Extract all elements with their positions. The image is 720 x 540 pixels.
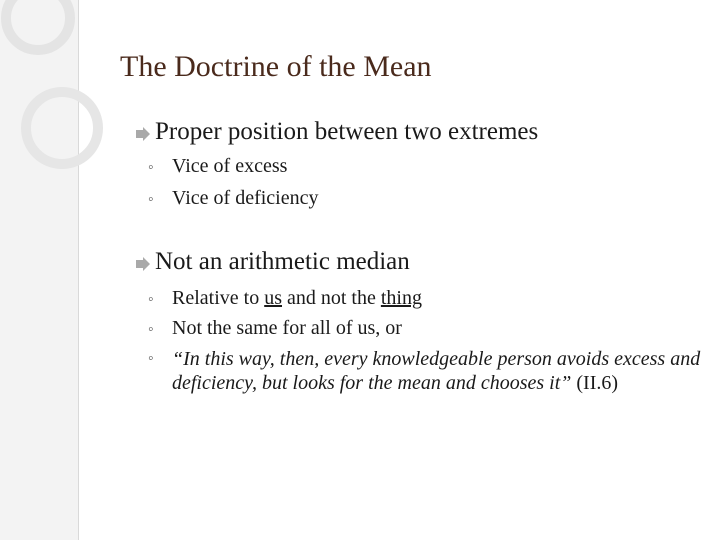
subpoint-relative: ◦ Relative to us and not the thing xyxy=(148,286,422,312)
ring-bullet-icon: ◦ xyxy=(148,159,154,176)
underlined-us: us xyxy=(264,287,282,309)
underlined-thing: thing xyxy=(380,287,422,309)
slide-title: The Doctrine of the Mean xyxy=(120,50,432,83)
subpoint-not-same: ◦ Not the same for all of us, or xyxy=(148,316,402,342)
subpoint-deficiency: ◦ Vice of deficiency xyxy=(148,186,319,212)
ring-bullet-icon: ◦ xyxy=(148,350,154,367)
bullet-text: Not an arithmetic median xyxy=(155,248,410,275)
ring-bullet-icon: ◦ xyxy=(148,321,154,338)
bullet-icon xyxy=(134,126,158,142)
ring-bullet-icon: ◦ xyxy=(148,291,154,308)
decorative-rings xyxy=(0,0,140,220)
subpoint-quote xyxy=(148,347,708,395)
ring-bullet-icon: ◦ xyxy=(148,191,154,208)
bullet-point-2 xyxy=(134,248,410,276)
quote-reference: (II.6) xyxy=(571,372,619,394)
bullet-icon xyxy=(134,256,158,272)
subpoint-excess: ◦ Vice of excess xyxy=(148,154,287,180)
quote-text: “In this way, then, every knowledgeable person avoids excess and deficiency, but looks for the mean and chooses it” xyxy=(172,348,701,394)
bullet-point-1 xyxy=(134,118,538,146)
bullet-text: Proper position between two extremes xyxy=(155,118,539,145)
